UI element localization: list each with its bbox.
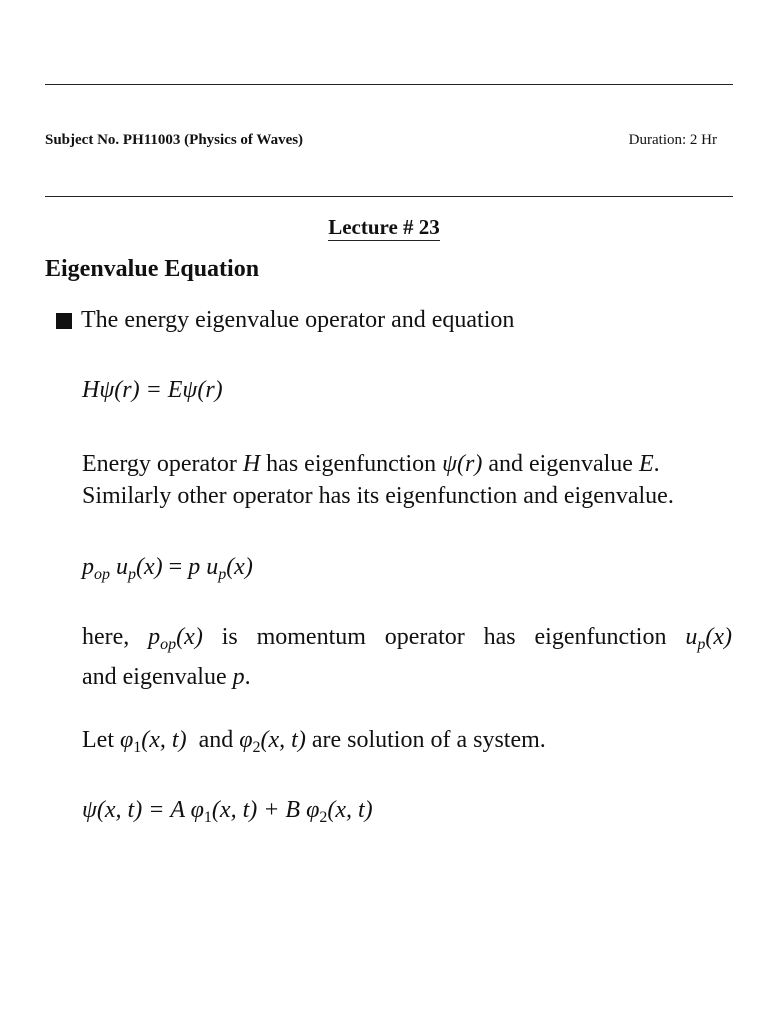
math-symbol: H bbox=[242, 451, 261, 477]
solutions-paragraph bbox=[82, 724, 546, 764]
text-run: Energy operator bbox=[82, 451, 243, 477]
equation-text: Hψ(r) = Eψ(r) bbox=[82, 377, 223, 403]
paragraph-line bbox=[82, 448, 674, 480]
word: operator bbox=[384, 624, 465, 650]
paragraph-line bbox=[82, 661, 732, 693]
text-run: and bbox=[186, 727, 240, 753]
lecture-number: Lecture # 23 bbox=[328, 215, 440, 239]
momentum-operator-symbol bbox=[148, 621, 203, 661]
equals-sign: = bbox=[162, 554, 189, 580]
word: is bbox=[221, 624, 238, 650]
subscript: op bbox=[94, 566, 110, 583]
math-symbol: φ bbox=[119, 727, 134, 753]
text-run: and eigenvalue bbox=[82, 664, 233, 690]
math-symbol: (x, t) + B φ bbox=[211, 797, 320, 823]
subscript: p bbox=[218, 566, 227, 583]
superposition-equation bbox=[82, 794, 373, 834]
text-run: . bbox=[653, 451, 660, 477]
subject-label: Subject No. PH11003 (Physics of Waves) bbox=[45, 132, 304, 148]
word: momentum bbox=[256, 624, 366, 650]
duration-label: Duration: 2 Hr bbox=[628, 132, 717, 148]
subscript: p bbox=[128, 566, 136, 583]
math-symbol: (x, t) bbox=[327, 797, 373, 823]
math-symbol: u bbox=[116, 554, 128, 580]
math-symbol: p bbox=[188, 554, 201, 580]
top-divider bbox=[45, 84, 733, 85]
eigenfunction-symbol bbox=[685, 621, 732, 661]
text-run: Let bbox=[82, 727, 120, 753]
lecture-title bbox=[0, 215, 768, 240]
subscript: 1 bbox=[133, 739, 142, 756]
subscript: op bbox=[160, 636, 177, 653]
paragraph-line: Similarly other operator has its eigenfunction and eigenvalue. bbox=[82, 483, 674, 509]
math-symbol: (x) bbox=[226, 554, 253, 580]
word: has bbox=[483, 624, 516, 650]
text-run: are solution of a system. bbox=[305, 727, 546, 753]
math-symbol: ψ(r) bbox=[442, 451, 483, 477]
text-run: has eigenfunction bbox=[260, 451, 443, 477]
subscript: 2 bbox=[319, 809, 328, 826]
math-symbol: (x) bbox=[176, 624, 203, 650]
text-run: and eigenvalue bbox=[482, 451, 639, 477]
energy-operator-paragraph bbox=[82, 448, 674, 512]
paragraph-line bbox=[82, 621, 732, 661]
text-run: . bbox=[244, 664, 251, 690]
math-symbol: (x) bbox=[705, 624, 732, 650]
math-symbol: u bbox=[206, 554, 219, 580]
square-bullet-icon bbox=[56, 313, 72, 329]
subscript: 2 bbox=[252, 739, 261, 756]
math-symbol: u bbox=[685, 624, 698, 650]
math-symbol: p bbox=[82, 554, 94, 580]
subscript: p bbox=[697, 636, 706, 653]
math-symbol: p bbox=[232, 664, 245, 690]
math-symbol: p bbox=[148, 624, 161, 650]
section-title: Eigenvalue Equation bbox=[45, 256, 260, 282]
math-symbol: φ bbox=[239, 727, 253, 753]
math-symbol: (x, t) bbox=[260, 727, 306, 753]
bullet-text: The energy eigenvalue operator and equation bbox=[81, 307, 515, 333]
momentum-operator-paragraph bbox=[82, 621, 732, 693]
subscript: 1 bbox=[203, 809, 212, 826]
energy-eigenvalue-equation bbox=[82, 374, 223, 406]
word: eigenfunction bbox=[534, 624, 667, 650]
math-symbol: ψ(x, t) = A φ bbox=[82, 797, 204, 823]
math-symbol: (x, t) bbox=[141, 727, 187, 753]
bullet-item bbox=[56, 307, 514, 334]
word: here, bbox=[82, 624, 130, 650]
momentum-eigenvalue-equation bbox=[82, 551, 253, 591]
math-symbol: E bbox=[638, 451, 654, 477]
header-divider bbox=[45, 196, 733, 197]
math-symbol: (x) bbox=[136, 554, 163, 580]
